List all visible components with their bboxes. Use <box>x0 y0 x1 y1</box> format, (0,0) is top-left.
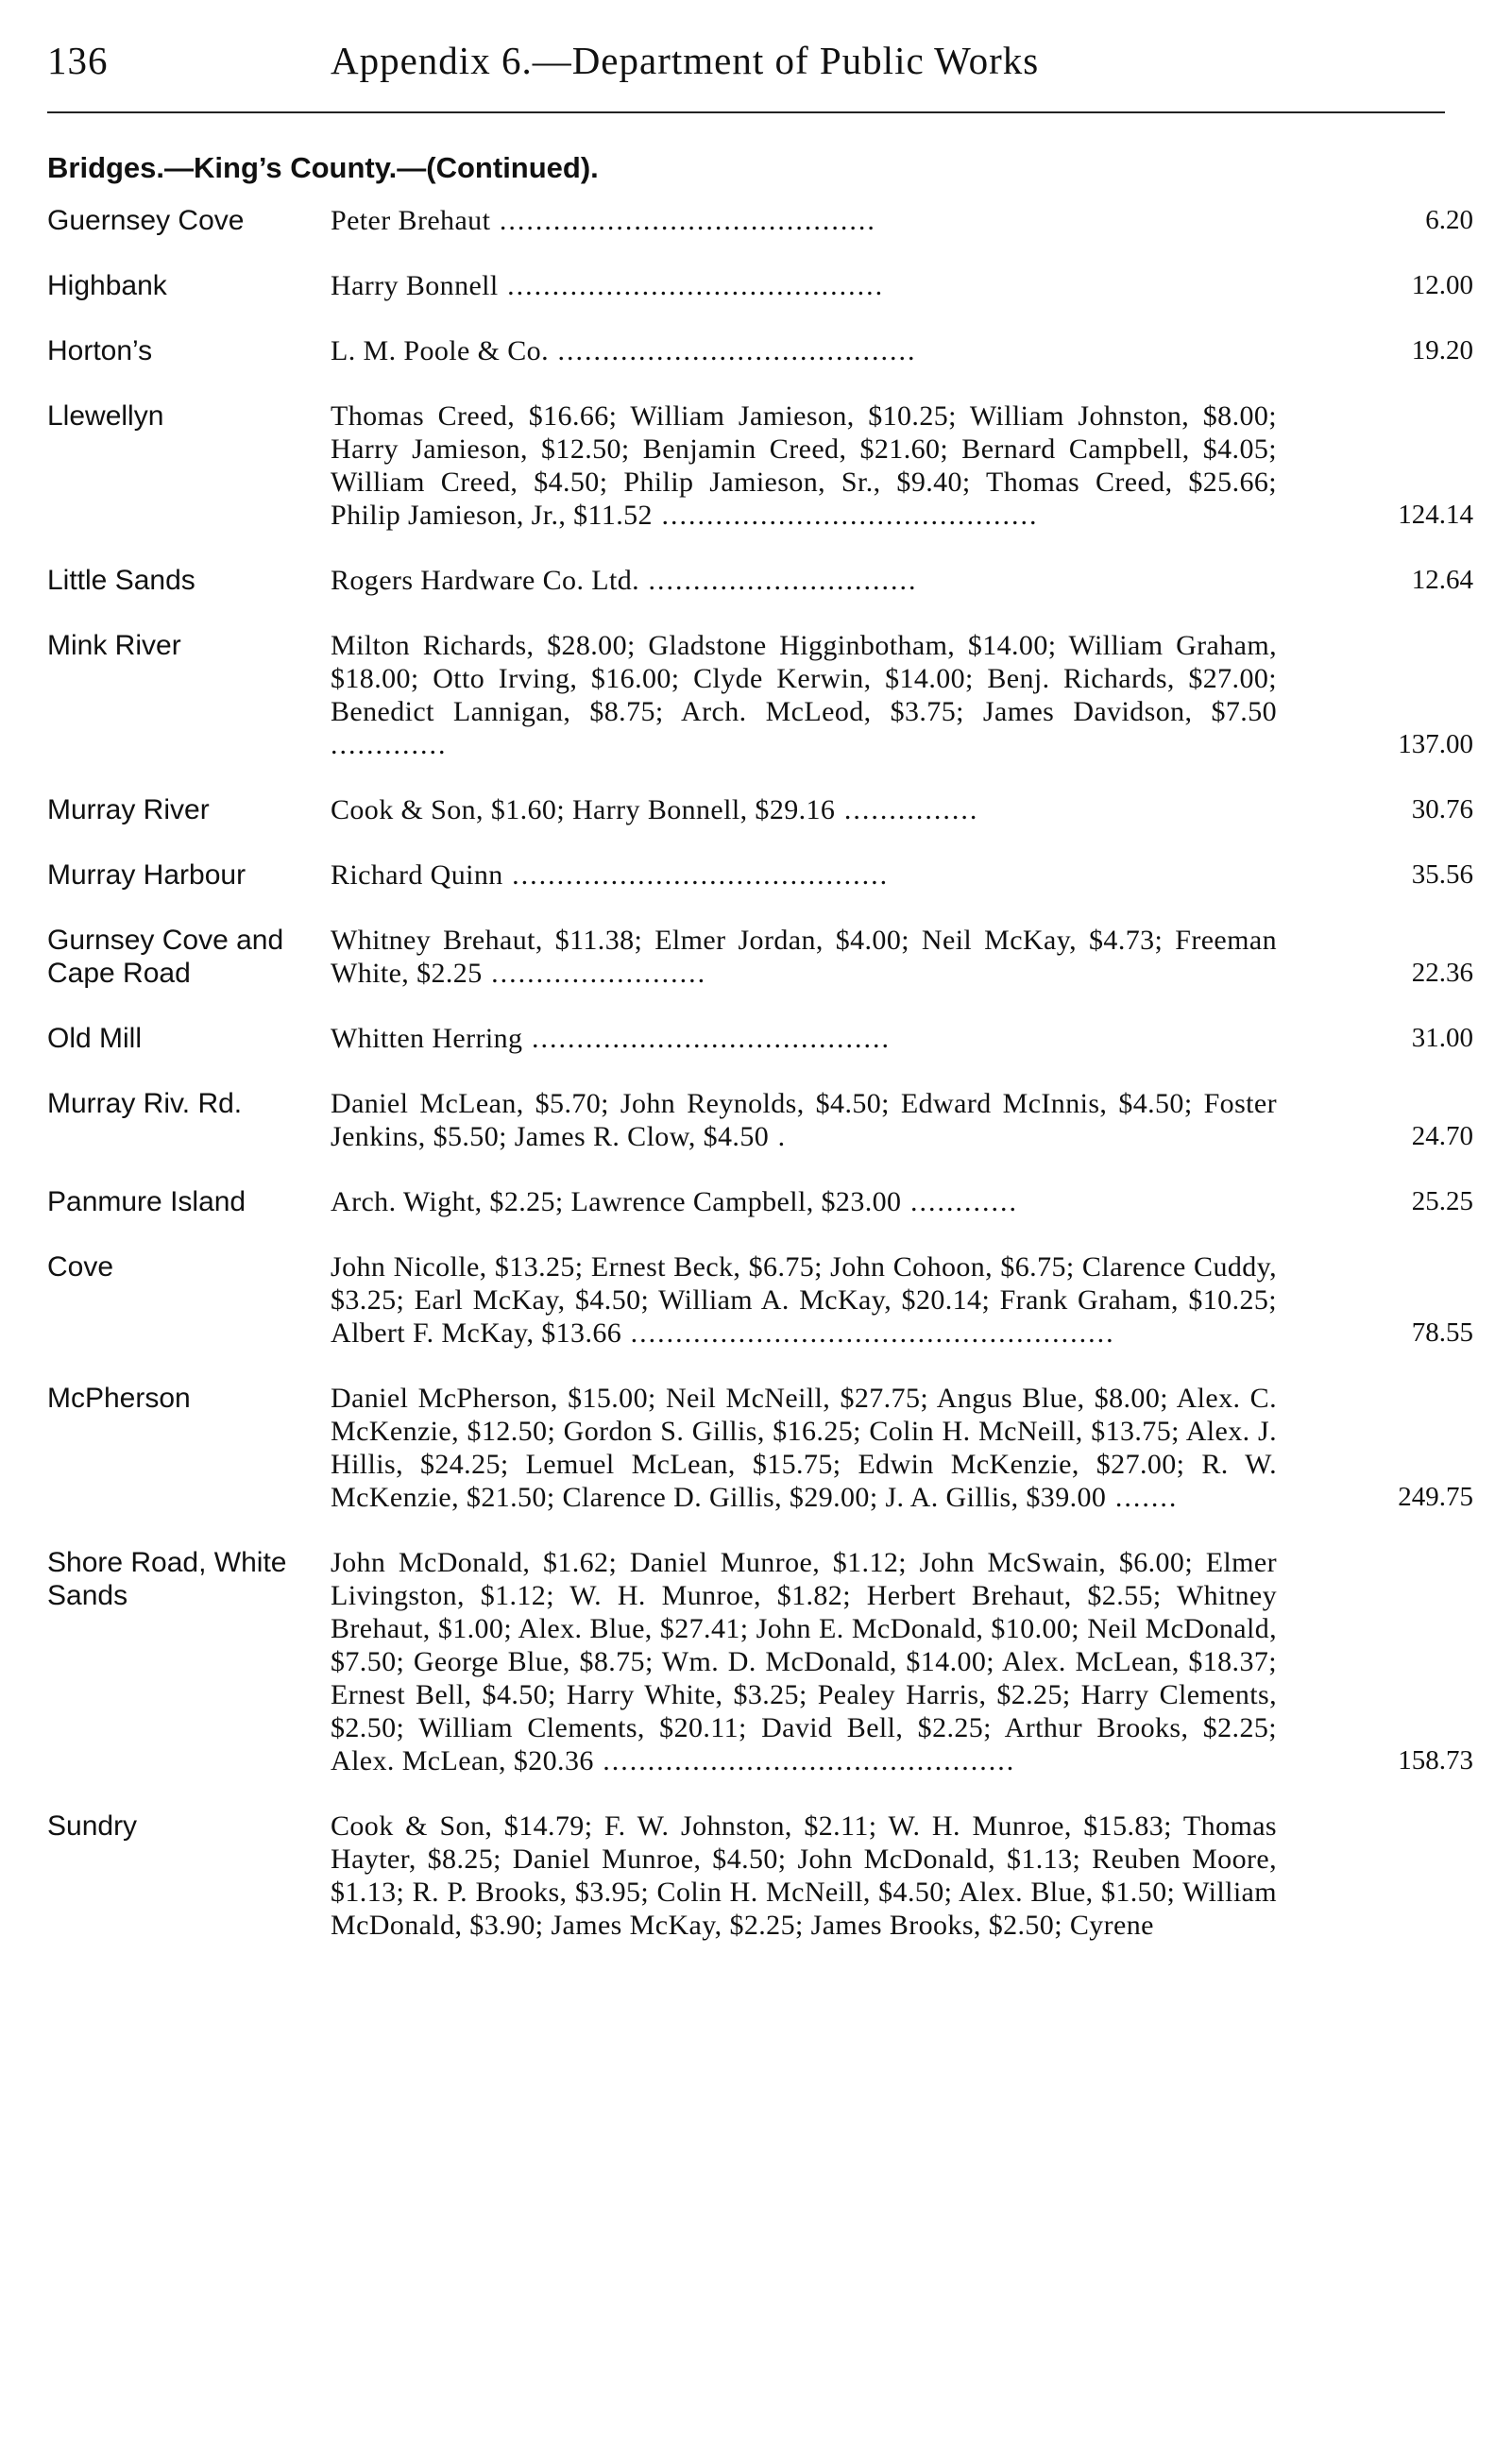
entry-place: Guernsey Cove <box>47 205 245 236</box>
page-title: Appendix 6.—Department of Public Works <box>331 39 1040 82</box>
list-item <box>47 1022 1473 1055</box>
entry-amount: 22.36 <box>1411 958 1473 988</box>
list-item <box>47 1087 1473 1153</box>
entry-place: Cove <box>47 1251 114 1283</box>
list-item <box>47 204 1473 237</box>
entry-description: Thomas Creed, $16.66; William Jamieson, $10.25; William Johnston, $8.00; Harry Jamieson, $12.50; Benjamin Creed, $21.60; Bernard Campbell, $4.05; William Creed, $4.50; Philip Jamieson, Sr., $9.40; Thomas Creed, $25.66; Philip Jamieson, Jr., $11.52 <box>331 400 1277 531</box>
entry-place: McPherson <box>47 1383 191 1414</box>
entry-description: Daniel McPherson, $15.00; Neil McNeill, $27.75; Angus Blue, $8.00; Alex. C. McKenzie, $12.50; Gordon S. Gillis, $16.25; Colin H. McNeill, $13.75; Alex. J. Hillis, $24.25; Lemuel McLean, $15.75; Edwin McKenzie, $27.00; R. W. McKenzie, $21.50; Clarence D. Gillis, $29.00; J. A. Gillis, $39.00 <box>331 1383 1277 1513</box>
entry-description: John Nicolle, $13.25; Ernest Beck, $6.75; John Cohoon, $6.75; Clarence Cuddy, $3.25; Earl McKay, $4.50; William A. McKay, $20.14; Frank Graham, $10.25; Albert F. McKay, $13.66 <box>331 1251 1277 1349</box>
entry-description-block <box>331 399 1277 532</box>
entry-description-block <box>331 1087 1277 1153</box>
dot-leaders: ............... <box>835 794 979 825</box>
dot-leaders: . <box>769 1121 788 1152</box>
entry-description-block <box>331 924 1277 990</box>
entry-description-block <box>331 858 1277 892</box>
dot-leaders: ...................................................... <box>621 1317 1115 1349</box>
entry-description: Harry Bonnell <box>331 270 499 301</box>
entry-description-block <box>331 1382 1277 1514</box>
dot-leaders: .............................................. <box>593 1745 1016 1776</box>
entry-description: Whitten Herring <box>331 1023 523 1054</box>
entry-amount: 12.64 <box>1411 565 1473 595</box>
entry-place: Gurnsey Cove and Cape Road <box>47 925 284 989</box>
dot-leaders: ........................ <box>482 958 707 989</box>
list-item <box>47 399 1473 532</box>
entry-description: Whitney Brehaut, $11.38; Elmer Jordan, $4.00; Neil McKay, $4.73; Freeman White, $2.25 <box>331 925 1277 989</box>
dot-leaders: ............. <box>331 729 448 760</box>
entry-place: Mink River <box>47 630 181 661</box>
entry-description-block <box>331 1250 1277 1350</box>
entry-place: Murray Riv. Rd. <box>47 1088 243 1119</box>
entry-amount: 24.70 <box>1411 1121 1473 1151</box>
dot-leaders: .......................................... <box>652 500 1039 531</box>
entry-description-block <box>331 1546 1277 1777</box>
entry-amount: 137.00 <box>1398 729 1473 759</box>
entry-amount: 19.20 <box>1411 335 1473 365</box>
entry-amount: 25.25 <box>1411 1186 1473 1216</box>
dot-leaders: .......................................... <box>490 205 876 236</box>
entry-place: Murray River <box>47 794 210 825</box>
entry-description-block <box>331 204 1277 237</box>
list-item <box>47 1810 1473 1942</box>
entry-description: Peter Brehaut <box>331 205 491 236</box>
entry-description: Richard Quinn <box>331 859 503 891</box>
dot-leaders: ....... <box>1106 1482 1179 1513</box>
page-number: 136 <box>47 39 109 82</box>
list-item <box>47 564 1473 597</box>
entry-place: Highbank <box>47 270 167 301</box>
entry-description-block <box>331 334 1277 367</box>
entry-place: Llewellyn <box>47 400 164 432</box>
entry-amount: 6.20 <box>1425 205 1473 235</box>
entry-description-block <box>331 629 1277 761</box>
entry-place: Old Mill <box>47 1023 143 1054</box>
dot-leaders: .......................................... <box>502 859 890 891</box>
list-item <box>47 858 1473 892</box>
dot-leaders: .............................. <box>639 565 918 596</box>
header-rule <box>47 111 1445 113</box>
entry-amount: 78.55 <box>1411 1317 1473 1348</box>
entry-description: Cook & Son, $1.60; Harry Bonnell, $29.16 <box>331 794 836 825</box>
entry-amount: 249.75 <box>1398 1482 1473 1512</box>
entry-description: L. M. Poole & Co. <box>331 335 549 366</box>
entry-amount: 31.00 <box>1411 1023 1473 1053</box>
entry-place: Panmure Island <box>47 1186 246 1217</box>
list-item <box>47 924 1473 990</box>
dot-leaders: .......................................... <box>498 270 885 301</box>
entries-list <box>47 204 1473 1942</box>
entry-description: Rogers Hardware Co. Ltd. <box>331 565 640 596</box>
entry-description: Cook & Son, $14.79; F. W. Johnston, $2.11; W. H. Munroe, $15.83; Thomas Hayter, $8.25; Daniel Munroe, $4.50; John McDonald, $1.13; Reuben Moore, $1.13; R. P. Brooks, $3.95; Colin H. McNeill, $4.50; Alex. Blue, $1.50; William McDonald, $3.90; James McKay, $2.25; James Brooks, $2.50; Cyrene <box>331 1810 1277 1941</box>
entry-description-block <box>331 269 1277 302</box>
entry-description: Arch. Wight, $2.25; Lawrence Campbell, $23.00 <box>331 1186 902 1217</box>
entry-description: John McDonald, $1.62; Daniel Munroe, $1.12; John McSwain, $6.00; Elmer Livingston, $1.12; W. H. Munroe, $1.82; Herbert Brehaut, $2.55; Whitney Brehaut, $1.00; Alex. Blue, $27.41; John E. McDonald, $10.00; Neil McDonald, $7.50; George Blue, $8.75; Wm. D. McDonald, $14.00; Alex. McLean, $18.37; Ernest Bell, $4.50; Harry White, $3.25; Pealey Harris, $2.25; Harry Clements, $2.50; William Clements, $20.11; David Bell, $2.25; Arthur Brooks, $2.25; Alex. McLean, $20.36 <box>331 1547 1277 1776</box>
entry-amount: 35.56 <box>1411 859 1473 890</box>
list-item <box>47 1546 1473 1777</box>
document-page <box>47 38 1473 1942</box>
dot-leaders: ............ <box>901 1186 1018 1217</box>
dot-leaders: ........................................ <box>522 1023 891 1054</box>
entry-description-block <box>331 1810 1277 1942</box>
entry-place: Little Sands <box>47 565 195 596</box>
list-item <box>47 269 1473 302</box>
entry-description: Daniel McLean, $5.70; John Reynolds, $4.50; Edward McInnis, $4.50; Foster Jenkins, $5.50; James R. Clow, $4.50 <box>331 1088 1277 1152</box>
page-header <box>47 38 1473 106</box>
entry-description-block <box>331 564 1277 597</box>
dot-leaders: ........................................ <box>548 335 917 366</box>
list-item <box>47 1382 1473 1514</box>
list-item <box>47 334 1473 367</box>
list-item <box>47 1185 1473 1218</box>
entry-description-block <box>331 793 1277 826</box>
entry-amount: 158.73 <box>1398 1745 1473 1776</box>
list-item <box>47 1250 1473 1350</box>
entry-amount: 124.14 <box>1398 500 1473 530</box>
entry-place: Shore Road, White Sands <box>47 1547 287 1611</box>
entry-description-block <box>331 1022 1277 1055</box>
entry-place: Horton’s <box>47 335 153 366</box>
section-heading: Bridges.—King’s County.—(Continued). <box>47 151 599 184</box>
list-item <box>47 629 1473 761</box>
entry-description-block <box>331 1185 1277 1218</box>
entry-amount: 30.76 <box>1411 794 1473 824</box>
entry-place: Sundry <box>47 1810 138 1842</box>
entry-description: Milton Richards, $28.00; Gladstone Higginbotham, $14.00; William Graham, $18.00; Otto Irving, $16.00; Clyde Kerwin, $14.00; Benj. Richards, $27.00; Benedict Lannigan, $8.75; Arch. McLeod, $3.75; James Davidson, $7.50 <box>331 630 1277 727</box>
list-item <box>47 793 1473 826</box>
entry-amount: 12.00 <box>1411 270 1473 300</box>
entry-place: Murray Harbour <box>47 859 246 891</box>
